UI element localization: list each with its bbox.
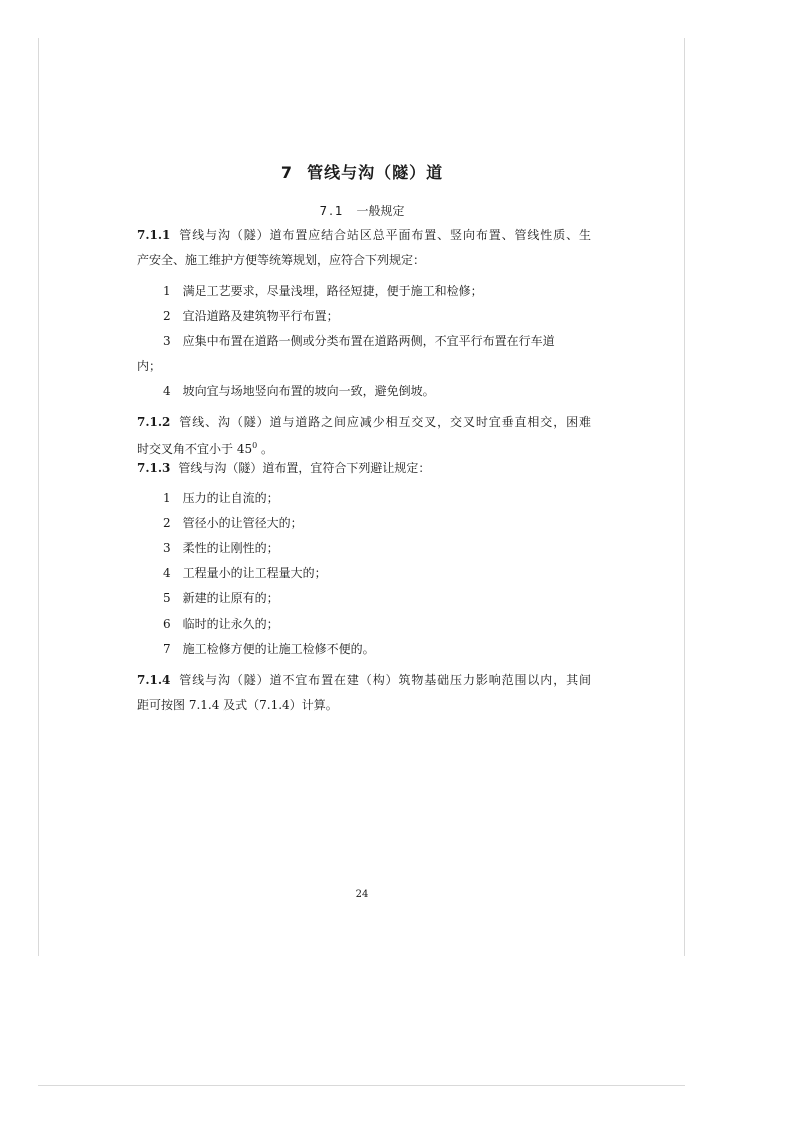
item-number: 5 [163, 591, 171, 605]
clause-text: 管线与沟（隧）道布置，宜符合下列避让规定： [178, 461, 431, 475]
list-item [163, 540, 279, 556]
item-text: 宜沿道路及建筑物平行布置； [182, 309, 339, 323]
list-item [163, 283, 483, 299]
item-text: 工程量小的让工程量大的； [182, 566, 327, 580]
section-title-text: 一般规定 [356, 204, 405, 218]
clause-7-1-2-line-1 [137, 414, 591, 430]
list-item [163, 308, 339, 324]
item-number: 1 [163, 284, 171, 298]
chapter-title [0, 160, 724, 183]
clause-7-1-2-line-2 [137, 438, 273, 457]
item-number: 2 [163, 516, 171, 530]
item-number: 3 [163, 334, 171, 348]
clause-7-1-1-line-1 [137, 227, 591, 243]
clause-text: 时交叉角不宜小于 45 [137, 442, 253, 456]
item-text: 柔性的让刚性的； [182, 541, 279, 555]
item-number: 7 [163, 642, 171, 656]
item-text: 施工检修方便的让施工检修不便的。 [182, 642, 375, 656]
section-number: 7.1 [319, 204, 345, 218]
list-item-continuation [137, 358, 161, 374]
item-text: 临时的让永久的； [182, 617, 279, 631]
clause-text: 产安全、施工维护方便等统筹规划，应符合下列规定： [137, 253, 426, 267]
item-text: 坡向宜与场地竖向布置的坡向一致，避免倒坡。 [182, 384, 435, 398]
clause-text: 。 [257, 442, 274, 456]
item-number: 6 [163, 617, 171, 631]
list-item [163, 565, 327, 581]
item-number: 3 [163, 541, 171, 555]
list-item [163, 383, 435, 399]
list-item [163, 333, 555, 349]
clause-number: 7.1.3 [137, 461, 171, 475]
clause-text: 管线与沟（隧）道布置应结合站区总平面布置、竖向布置、管线性质、生 [178, 228, 591, 242]
chapter-title-text: 管线与沟（隧）道 [307, 163, 444, 182]
item-number: 4 [163, 566, 171, 580]
clause-text: 管线与沟（隧）道不宜布置在建（构）筑物基础压力影响范围以内，其间 [178, 673, 591, 687]
page-border-bottom [38, 1085, 685, 1086]
clause-7-1-4-line-1 [137, 672, 591, 688]
list-item [163, 590, 279, 606]
item-number: 4 [163, 384, 171, 398]
section-title [0, 202, 724, 219]
item-text: 应集中布置在道路一侧或分类布置在道路两侧，不宜平行布置在行车道 [182, 334, 555, 348]
item-number: 1 [163, 491, 171, 505]
clause-7-1-4-line-2 [137, 697, 338, 713]
item-text: 满足工艺要求，尽量浅埋，路径短捷，便于施工和检修； [182, 284, 483, 298]
list-item [163, 616, 279, 632]
clause-number: 7.1.2 [137, 415, 171, 429]
list-item [163, 490, 279, 506]
chapter-number: 7 [280, 163, 294, 182]
clause-number: 7.1.1 [137, 228, 171, 242]
clause-7-1-1-line-2 [137, 252, 425, 268]
clause-7-1-3-line-1 [137, 460, 430, 476]
list-item [163, 515, 303, 531]
item-number: 2 [163, 309, 171, 323]
page-number: 24 [355, 889, 369, 900]
item-text: 管径小的让管径大的； [182, 516, 303, 530]
clause-text: 距可按图 7.1.4 及式（7.1.4）计算。 [137, 698, 338, 712]
list-item [163, 641, 375, 657]
clause-text: 管线、沟（隧）道与道路之间应减少相互交叉，交叉时宜垂直相交，困难 [178, 415, 591, 429]
item-text: 新建的让原有的； [182, 591, 279, 605]
item-text: 内； [137, 359, 162, 373]
superscript: 0 [252, 441, 258, 450]
clause-number: 7.1.4 [137, 673, 171, 687]
item-text: 压力的让自流的； [182, 491, 279, 505]
